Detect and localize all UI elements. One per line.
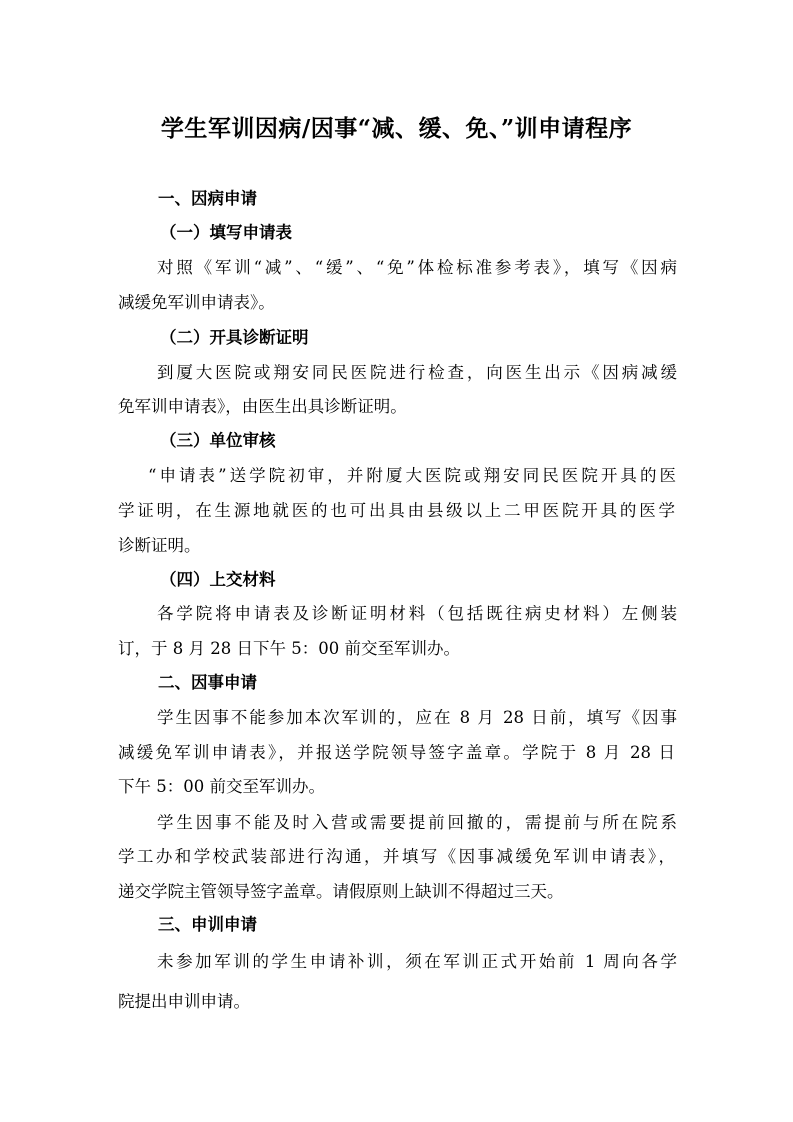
paragraph-line: 免军训申请表》，由医生出具诊断证明。 [118,397,407,416]
paragraph-line: 订，于 8 月 28 日下午 5：00 前交至军训办。 [118,639,460,658]
step-heading-fill-form: （一）填写申请表 [160,223,292,242]
paragraph-line: 对照《军训“减”、“缓”、“免”体检标准参考表》，填写《因病 [157,258,677,277]
paragraph-line: 减缓免军训申请表》，并报送学院领导签字盖章。学院于 8 月 28 日 [118,743,675,762]
paragraph-line: 到厦大医院或翔安同民医院进行检查，向医生出示《因病减缓 [157,363,677,382]
step-heading-diagnosis: （二）开具诊断证明 [160,328,309,347]
step-heading-review: （三）单位审核 [160,431,276,450]
paragraph-line: “申请表”送学院初审，并附厦大医院或翔安同民医院开具的医 [148,466,676,485]
paragraph-line: 减缓免军训申请表》。 [118,293,275,312]
paragraph-line: 学工办和学校武装部进行沟通，并填写《因事减缓免军训申请表》， [118,847,675,866]
paragraph-line: 诊断证明。 [118,536,201,555]
section-heading-personal: 二、因事申请 [158,673,257,692]
paragraph-line: 学生因事不能及时入营或需要提前回撤的，需提前与所在院系 [157,813,677,832]
paragraph-line: 学证明，在生源地就医的也可出具由县级以上二甲医院开具的医学 [118,501,675,520]
paragraph-line: 下午 5：00 前交至军训办。 [118,777,325,796]
paragraph-line: 学生因事不能参加本次军训的，应在 8 月 28 日前，填写《因事 [157,708,677,727]
step-heading-submit: （四）上交材料 [160,570,276,589]
paragraph-line: 递交学院主管领导签字盖章。请假原则上缺训不得超过三天。 [118,882,564,901]
paragraph-line: 各学院将申请表及诊断证明材料（包括既往病史材料）左侧装 [157,604,677,623]
section-heading-illness: 一、因病申请 [158,189,257,208]
document-title: 学生军训因病/因事“减、缓、免、”训申请程序 [160,115,633,142]
paragraph-line: 未参加军训的学生申请补训，须在军训正式开始前 1 周向各学 [157,952,677,971]
section-heading-makeup: 三、申训申请 [158,915,257,934]
paragraph-line: 院提出申训申请。 [118,992,250,1011]
